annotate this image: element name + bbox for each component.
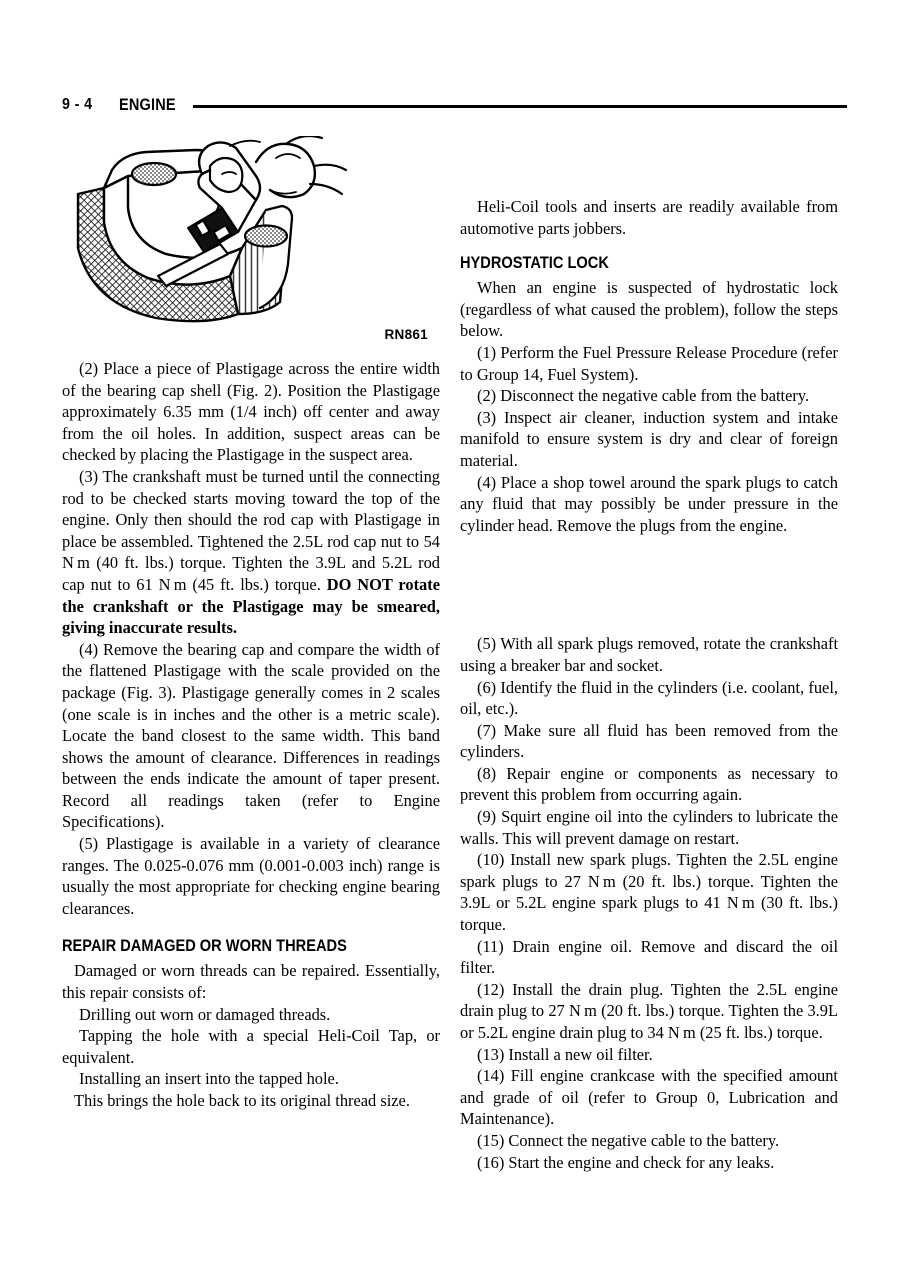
warning-text: DO NOT rotate the crankshaft or the Plastigage may be smeared, giving inaccurate results. xyxy=(62,574,440,638)
paragraph-step-11: (11) Drain engine oil. Remove and discard the oil filter. xyxy=(460,936,838,978)
page-number: 9 - 4 xyxy=(62,96,93,113)
paragraph-step-16: (16) Start the engine and check for any leaks. xyxy=(477,1152,775,1172)
paragraph-step-2-right: (2) Disconnect the negative cable from the battery. xyxy=(477,386,810,406)
paragraph-step-4-right: (4) Place a shop towel around the spark plugs to catch any fluid that may possibly be under pressure in the cylinder head. Remove the plugs from the engine. xyxy=(460,472,838,535)
right-column xyxy=(460,136,838,1173)
paragraph-step-13: (13) Install a new oil filter. xyxy=(477,1044,653,1064)
figure-placeholder-gap xyxy=(460,536,838,633)
header-rule xyxy=(193,105,847,108)
paragraph-step-6: (6) Identify the fluid in the cylinders (i.e. coolant, fuel, oil, etc.). xyxy=(460,677,838,719)
paragraph-step-15: (15) Connect the negative cable to the battery. xyxy=(477,1130,780,1150)
paragraph-step-1: (1) Perform the Fuel Pressure Release Procedure (refer to Group 14, Fuel System). xyxy=(460,342,838,384)
paragraph-step-9: (9) Squirt engine oil into the cylinders to lubricate the walls. This will prevent damage on restart. xyxy=(460,807,838,848)
section-heading-repair-threads: REPAIR DAMAGED OR WORN THREADS xyxy=(62,936,347,956)
paragraph-threads-insert: Installing an insert into the tapped hole. xyxy=(79,1069,339,1089)
paragraph-step-14: (14) Fill engine crankcase with the specified amount and grade of oil (refer to Group 0, Lubrication and Maintenance). xyxy=(460,1066,838,1129)
paragraph-hydrostatic-intro: When an engine is suspected of hydrostatic lock (regardless of what caused the problem), follow the steps below. xyxy=(460,278,838,341)
paragraph-threads-intro: Damaged or worn threads can be repaired. Essentially, this repair consists of: xyxy=(62,961,440,1003)
figure-caption: RN861 xyxy=(384,327,428,342)
bearing-cap-line-drawing xyxy=(70,136,370,326)
right-column-top-spacer xyxy=(460,136,838,196)
paragraph-threads-drilling: Drilling out worn or damaged threads. xyxy=(79,1004,331,1024)
paragraph-step-8: (8) Repair engine or components as necessary to prevent this problem from occurring again. xyxy=(460,763,838,805)
paragraph-step-10: (10) Install new spark plugs. Tighten the 2.5L engine spark plugs to 27 N m (20 ft. lbs.) torque. Tighten the 3.9L or 5.2L engine spark plugs to 41 N m (30 ft. lbs.) torque. xyxy=(460,850,838,935)
left-column xyxy=(62,136,440,1112)
paragraph-step-2: (2) Place a piece of Plastigage across the entire width of the bearing cap shell (Fig. 2). Position the Plastigage approximately 6.35 mm (1/4 inch) off center and away from the oil holes. In addition, suspect areas can be checked by placing the Plastigage in the suspect area. xyxy=(62,359,440,465)
paragraph-step-3-text: (3) The crankshaft must be turned until the connecting rod to be checked starts moving toward the top of the engine. Only then should the rod cap with Plastigage in place be assembled. Tightened the 2.5L rod cap nut to 54 N m (40 ft. lbs.) torque. Tighten the 3.9L and 5.2L rod cap nut to 61 N m (45 ft. lbs.) torque. xyxy=(62,466,440,594)
section-heading-hydrostatic-lock: HYDROSTATIC LOCK xyxy=(460,253,609,273)
section-heading-wrap-threads xyxy=(62,936,440,956)
paragraph-step-5-right: (5) With all spark plugs removed, rotate the crankshaft using a breaker bar and socket. xyxy=(460,634,838,675)
paragraph-step-5: (5) Plastigage is available in a variety of clearance ranges. The 0.025-0.076 mm (0.001-0.003 inch) range is usually the most appropriate for checking engine bearing clearances. xyxy=(62,834,440,918)
paragraph-step-7: (7) Make sure all fluid has been removed from the cylinders. xyxy=(460,720,838,762)
section-heading-wrap-hydrostatic xyxy=(460,253,838,273)
paragraph-threads-tapping: Tapping the hole with a special Heli-Coil Tap, or equivalent. xyxy=(62,1026,440,1067)
page-header xyxy=(62,92,847,118)
paragraph-helicoil-availability: Heli-Coil tools and inserts are readily available from automotive parts jobbers. xyxy=(460,197,838,238)
paragraph-step-4: (4) Remove the bearing cap and compare the width of the flattened Plastigage with the scale provided on the package (Fig. 3). Plastigage generally comes in 2 scales (one scale is in inches and the other is a metric scale). Locate the band closest to the same width. This band shows the amount of clearance. Differences in readings between the ends indicate the amount of taper present. Record all readings taken (refer to Engine Specifications). xyxy=(62,639,440,832)
paragraph-step-3 xyxy=(62,466,440,639)
figure-plastigage-bearing-cap xyxy=(62,136,440,348)
paragraph-threads-summary: This brings the hole back to its original thread size. xyxy=(74,1091,410,1110)
paragraph-step-12: (12) Install the drain plug. Tighten the 2.5L engine drain plug to 27 N m (20 ft. lbs.) torque. Tighten the 3.9L or 5.2L engine drain plug to 34 N m (25 ft. lbs.) torque. xyxy=(460,979,838,1042)
paragraph-step-3-right: (3) Inspect air cleaner, induction system and intake manifold to ensure system is dry and clear of foreign material. xyxy=(460,407,838,470)
page-title: ENGINE xyxy=(119,95,176,114)
